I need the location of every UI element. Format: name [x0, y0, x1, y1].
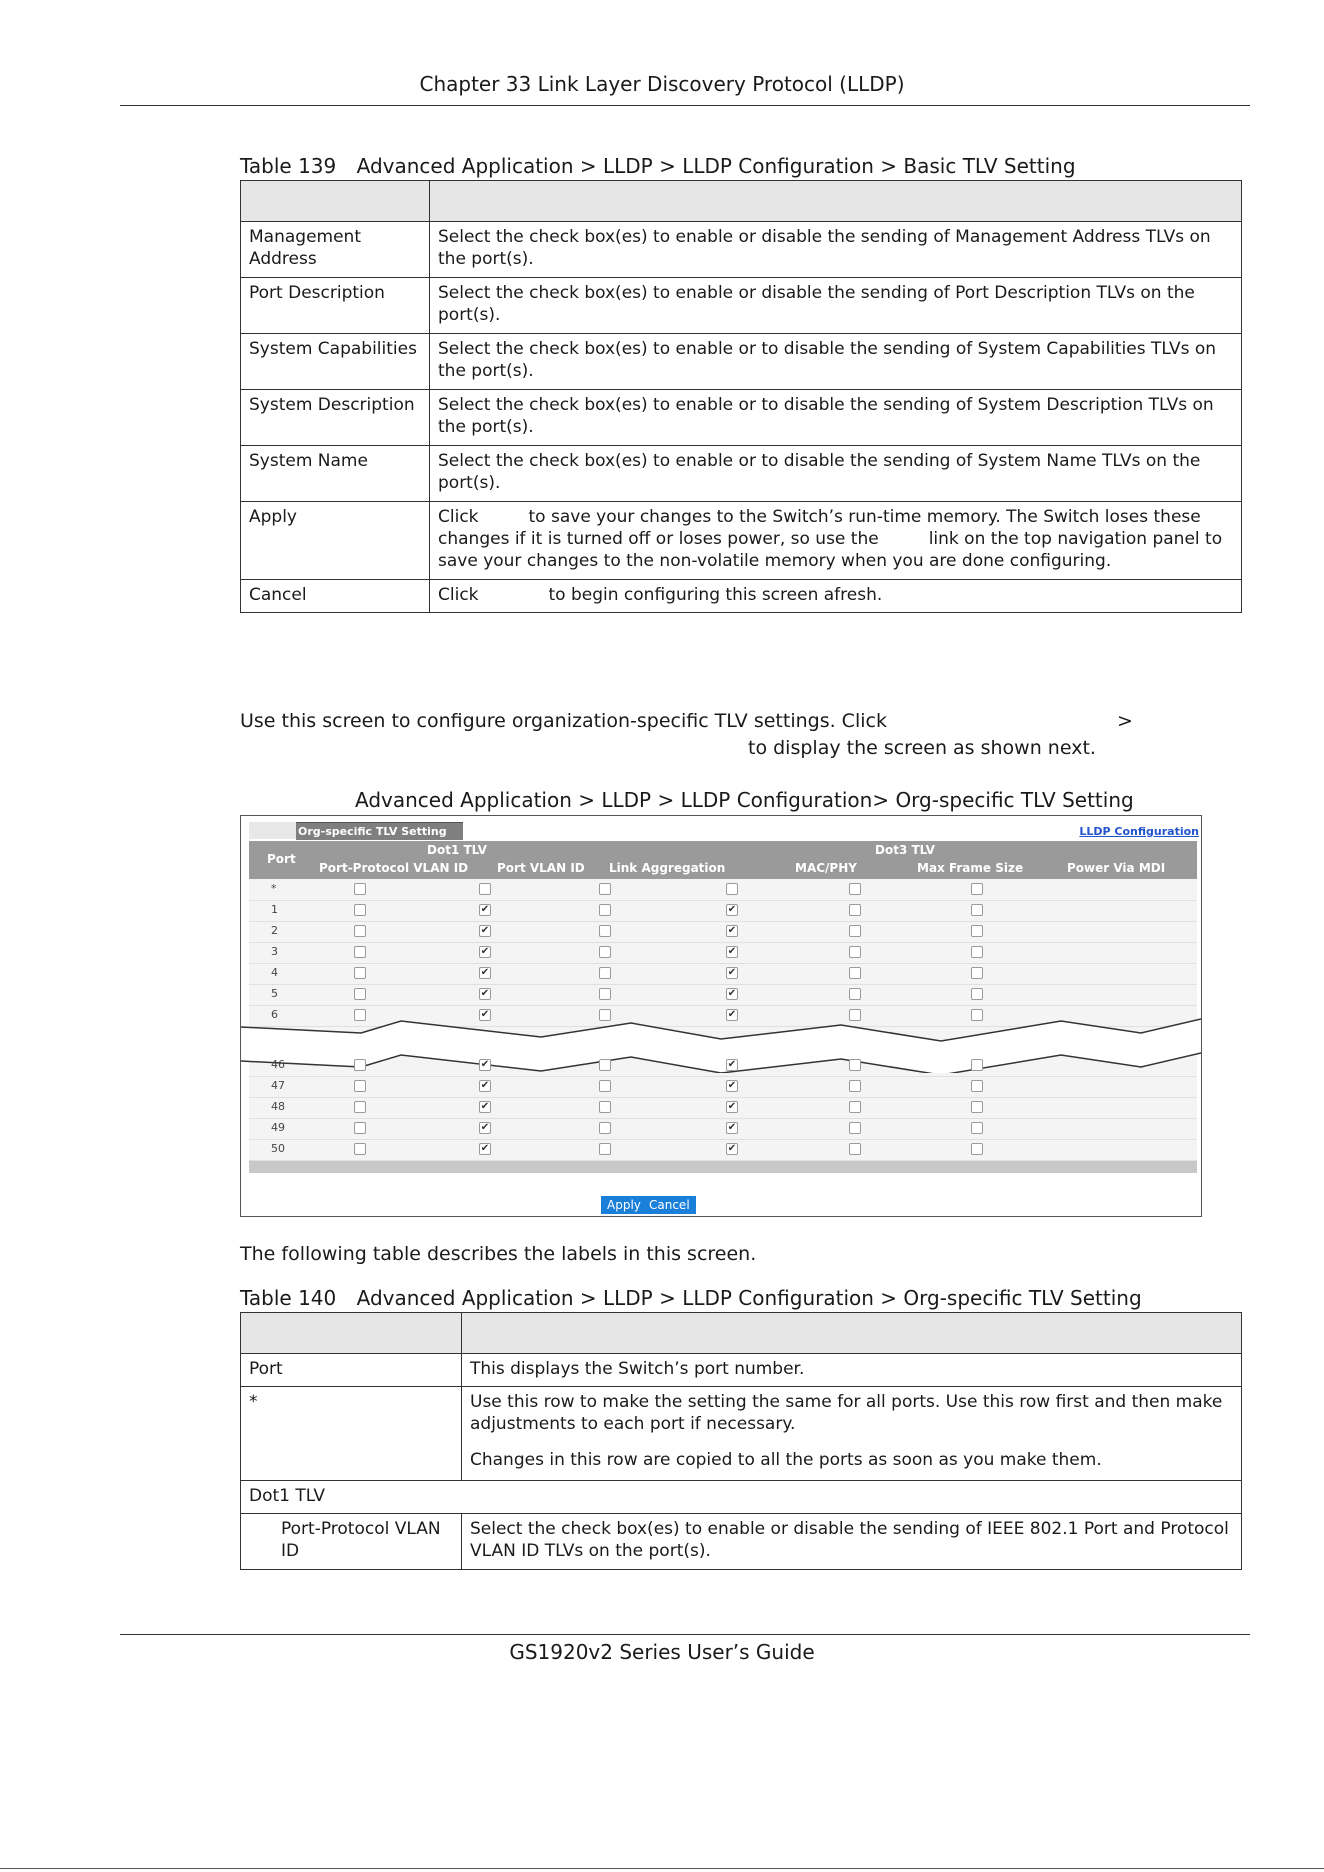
tlv-checkbox[interactable] [354, 1143, 366, 1155]
col-power-via-mdi: Power Via MDI [1067, 861, 1166, 875]
row-description: Select the check box(es) to enable or disable the sending of Port Description TLVs on the port(s). [430, 278, 1242, 334]
col-port-protocol-vlan-id: Port-Protocol VLAN ID [319, 861, 469, 875]
port-number: 6 [271, 1008, 278, 1021]
table-header-label [241, 1313, 462, 1354]
table-139 [240, 180, 1242, 613]
row-label: Management Address [241, 222, 430, 278]
row-description [462, 1387, 1242, 1481]
table-row [241, 446, 1242, 502]
dot3-tlv-header: Dot3 TLV [875, 843, 935, 857]
table-row [241, 390, 1242, 446]
row-description: Select the check box(es) to enable or disable the sending of IEEE 802.1 Port and Protocol VLAN ID TLVs on the port(s). [462, 1514, 1242, 1570]
tlv-checkbox[interactable]: ✔ [727, 1143, 737, 1154]
tlv-checkbox[interactable] [849, 967, 861, 979]
table-section-row [241, 1481, 1242, 1514]
intro-line-2 [240, 735, 1160, 762]
tlv-checkbox[interactable] [849, 904, 861, 916]
tlv-checkbox[interactable] [599, 946, 611, 958]
port-row [249, 1097, 1197, 1119]
port-number: * [271, 882, 277, 895]
port-row [249, 879, 1197, 901]
port-row [249, 1076, 1197, 1098]
table-header-description [462, 1313, 1242, 1354]
tlv-checkbox[interactable] [599, 1143, 611, 1155]
port-row [249, 900, 1197, 922]
port-number: 5 [271, 987, 278, 1000]
tlv-checkbox[interactable]: ✔ [727, 925, 737, 936]
apply-desc-part2: to save your changes to the Switch’s run-time memory. The Switch loses these changes if it is turned off or loses power, so use the [438, 507, 1201, 549]
tlv-checkbox[interactable] [971, 883, 983, 895]
figure-caption: Advanced Application > LLDP > LLDP Configuration> Org-specific TLV Setting [355, 788, 1134, 812]
tlv-checkbox[interactable]: ✔ [480, 988, 490, 999]
page-footer: GS1920v2 Series User’s Guide [509, 1640, 815, 1664]
tlv-checkbox[interactable]: ✔ [727, 1059, 737, 1070]
port-row [249, 921, 1197, 943]
table-140-title: Advanced Application > LLDP > LLDP Configuration > Org-specific TLV Setting [356, 1286, 1142, 1310]
row-description: This displays the Switch’s port number. [462, 1354, 1242, 1387]
table-row-apply [241, 502, 1242, 580]
port-number: 3 [271, 945, 278, 958]
following-text: The following table describes the labels in this screen. [240, 1243, 757, 1265]
table-row [241, 278, 1242, 334]
tlv-checkbox[interactable] [599, 1080, 611, 1092]
tlv-checkbox[interactable]: ✔ [727, 904, 737, 915]
table-row [241, 334, 1242, 390]
row-label: Cancel [241, 580, 430, 613]
port-row [249, 1139, 1197, 1161]
tlv-checkbox[interactable] [971, 1080, 983, 1092]
port-row [249, 963, 1197, 985]
row-label: Apply [241, 502, 430, 580]
table-140 [240, 1312, 1242, 1570]
page-bottom-edge [0, 1868, 1324, 1869]
tlv-checkbox[interactable]: ✔ [480, 904, 490, 915]
tlv-checkbox[interactable] [849, 1101, 861, 1113]
star-desc-1: Use this row to make the setting the same for all ports. Use this row first and then make adjustments to each port if necessary. [470, 1392, 1223, 1434]
tab-background [249, 822, 296, 839]
col-port-vlan-id: Port VLAN ID [497, 861, 585, 875]
tlv-checkbox[interactable] [354, 925, 366, 937]
tlv-checkbox[interactable] [354, 1101, 366, 1113]
table-row [241, 1387, 1242, 1481]
table-140-caption [240, 1286, 1142, 1310]
tlv-checkbox[interactable]: ✔ [480, 967, 490, 978]
tlv-checkbox[interactable] [849, 1080, 861, 1092]
tlv-checkbox[interactable] [849, 1059, 861, 1071]
row-label: System Description [241, 390, 430, 446]
tlv-checkbox[interactable]: ✔ [727, 967, 737, 978]
table-header-row [241, 1313, 1242, 1354]
port-number: 1 [271, 903, 278, 916]
tlv-checkbox[interactable] [354, 883, 366, 895]
row-description: Select the check box(es) to enable or to disable the sending of System Capabilities TLVs on the port(s). [430, 334, 1242, 390]
tlv-checkbox[interactable] [849, 925, 861, 937]
table-header-description [430, 181, 1242, 222]
intro-paragraph [240, 708, 1160, 762]
tlv-checkbox[interactable]: ✔ [480, 1122, 490, 1133]
tlv-checkbox[interactable] [354, 988, 366, 1000]
tlv-checkbox[interactable] [971, 1143, 983, 1155]
cancel-desc-part1: Click [438, 585, 479, 605]
tlv-checkbox[interactable] [599, 904, 611, 916]
page-header: Chapter 33 Link Layer Discovery Protocol (LLDP) [419, 72, 905, 96]
tlv-checkbox[interactable]: ✔ [480, 946, 490, 957]
intro-line-1 [240, 708, 1160, 735]
tlv-checkbox[interactable] [971, 967, 983, 979]
port-number: 49 [271, 1121, 285, 1134]
port-row [249, 984, 1197, 1006]
tlv-checkbox[interactable] [971, 1059, 983, 1071]
tlv-checkbox[interactable] [971, 904, 983, 916]
cancel-desc-part2: to begin configuring this screen afresh. [548, 585, 883, 605]
intro-separator: > [1116, 710, 1133, 732]
port-number: 50 [271, 1142, 285, 1155]
tlv-checkbox[interactable] [354, 1122, 366, 1134]
apply-desc-part1: Click [438, 507, 479, 527]
org-tlv-screenshot [240, 815, 1202, 1217]
tlv-checkbox[interactable] [599, 1059, 611, 1071]
tlv-checkbox[interactable] [971, 1101, 983, 1113]
tlv-checkbox[interactable] [849, 946, 861, 958]
row-description [430, 502, 1242, 580]
tlv-checkbox[interactable] [599, 1122, 611, 1134]
grid-footer-bar [249, 1161, 1197, 1173]
table-header-row [241, 181, 1242, 222]
tlv-checkbox[interactable]: ✔ [727, 1009, 737, 1020]
intro-text-1: Use this screen to configure organization-specific TLV settings. Click [240, 710, 887, 732]
row-description: Select the check box(es) to enable or to disable the sending of System Description TLVs on the port(s). [430, 390, 1242, 446]
port-number: 47 [271, 1079, 285, 1092]
tlv-checkbox[interactable]: ✔ [480, 1101, 490, 1112]
tlv-checkbox[interactable] [726, 883, 738, 895]
row-label: Port [241, 1354, 462, 1387]
header-rule [120, 105, 1250, 106]
tlv-checkbox[interactable] [599, 883, 611, 895]
row-label: System Name [241, 446, 430, 502]
tab-org-specific-tlv-setting[interactable]: Org-specific TLV Setting [296, 822, 463, 840]
tlv-checkbox[interactable] [849, 1143, 861, 1155]
tlv-checkbox[interactable] [971, 946, 983, 958]
col-link-aggregation: Link Aggregation [609, 861, 726, 875]
row-label: * [241, 1387, 462, 1481]
port-row [249, 942, 1197, 964]
row-label: Port-Protocol VLAN ID [241, 1514, 462, 1570]
table-row [241, 222, 1242, 278]
tlv-checkbox[interactable] [354, 967, 366, 979]
table-140-number: Table 140 [240, 1286, 337, 1310]
star-desc-2: Changes in this row are copied to all the ports as soon as you make them. [470, 1450, 1102, 1470]
col-mac-phy: MAC/PHY [795, 861, 857, 875]
tlv-checkbox[interactable] [971, 1122, 983, 1134]
tlv-checkbox[interactable] [971, 988, 983, 1000]
tlv-checkbox[interactable] [599, 967, 611, 979]
tlv-checkbox[interactable] [599, 1101, 611, 1113]
tlv-checkbox[interactable] [599, 925, 611, 937]
table-row-cancel [241, 580, 1242, 613]
apply-desc-part3: link on the top navigation panel to save your changes to the non-volatile memory when you are done configuring. [438, 529, 1223, 571]
col-max-frame-size: Max Frame Size [917, 861, 1024, 875]
row-description [430, 580, 1242, 613]
tlv-checkbox[interactable]: ✔ [727, 1122, 737, 1133]
tlv-checkbox[interactable] [354, 904, 366, 916]
tlv-checkbox[interactable] [849, 883, 861, 895]
tlv-checkbox[interactable] [354, 946, 366, 958]
port-number: 48 [271, 1100, 285, 1113]
tlv-checkbox[interactable]: ✔ [480, 1009, 490, 1020]
table-139-caption [240, 154, 1076, 178]
port-number: 4 [271, 966, 278, 979]
row-description: Select the check box(es) to enable or to disable the sending of System Name TLVs on the port(s). [430, 446, 1242, 502]
tlv-checkbox[interactable] [971, 925, 983, 937]
row-label: System Capabilities [241, 334, 430, 390]
tlv-checkbox[interactable] [849, 1122, 861, 1134]
port-number: 46 [271, 1058, 285, 1071]
table-header-label [241, 181, 430, 222]
table-row [241, 1514, 1242, 1570]
tlv-checkbox[interactable]: ✔ [727, 1101, 737, 1112]
table-139-title: Advanced Application > LLDP > LLDP Configuration > Basic TLV Setting [356, 154, 1076, 178]
tlv-checkbox[interactable]: ✔ [480, 925, 490, 936]
tlv-checkbox[interactable]: ✔ [727, 946, 737, 957]
table-row [241, 1354, 1242, 1387]
row-description: Select the check box(es) to enable or disable the sending of Management Address TLVs on the port(s). [430, 222, 1242, 278]
grid-header [249, 841, 1197, 879]
port-number: 2 [271, 924, 278, 937]
dot1-tlv-header: Dot1 TLV [427, 843, 487, 857]
tlv-checkbox[interactable]: ✔ [480, 1080, 490, 1091]
tlv-checkbox[interactable]: ✔ [727, 1080, 737, 1091]
tlv-checkbox[interactable]: ✔ [480, 1059, 490, 1070]
tlv-checkbox[interactable]: ✔ [727, 988, 737, 999]
port-row [249, 1118, 1197, 1140]
tlv-checkbox[interactable] [479, 883, 491, 895]
tlv-checkbox[interactable] [354, 1080, 366, 1092]
cancel-button[interactable]: Cancel [643, 1196, 696, 1214]
apply-button[interactable]: Apply [601, 1196, 647, 1214]
port-column-header: Port [267, 852, 296, 866]
tlv-checkbox[interactable] [599, 988, 611, 1000]
tlv-checkbox[interactable]: ✔ [480, 1143, 490, 1154]
intro-text-2: to display the screen as shown next. [748, 737, 1096, 759]
lldp-configuration-link[interactable]: LLDP Configuration [1079, 825, 1199, 838]
row-label: Port Description [241, 278, 430, 334]
footer-rule [120, 1634, 1250, 1635]
section-label-dot1-tlv: Dot1 TLV [241, 1481, 1242, 1514]
tlv-checkbox[interactable] [354, 1059, 366, 1071]
settings-grid [249, 841, 1197, 1161]
tlv-checkbox[interactable] [849, 988, 861, 1000]
port-row [249, 1055, 1197, 1077]
table-139-number: Table 139 [240, 154, 337, 178]
